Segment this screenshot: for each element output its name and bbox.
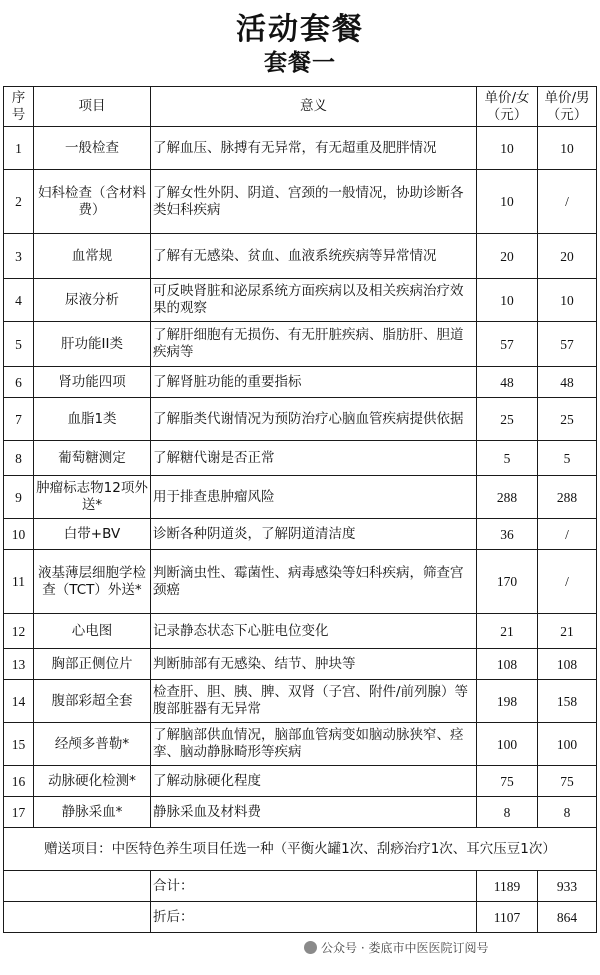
row-no: 1: [4, 127, 34, 170]
table-header-row: [4, 87, 597, 127]
row-no: 9: [4, 476, 34, 519]
row-price-male: 10: [538, 279, 597, 322]
row-no: 2: [4, 170, 34, 234]
wechat-icon: [304, 941, 317, 954]
discount-row: [4, 902, 597, 933]
row-price-male: 100: [538, 723, 597, 766]
row-price-male: 10: [538, 127, 597, 170]
row-no: 13: [4, 649, 34, 680]
table-row: [4, 234, 597, 279]
gift-row: [4, 828, 597, 871]
row-price-female: 100: [477, 723, 538, 766]
table-row: [4, 170, 597, 234]
total-label: 合计：: [151, 871, 477, 902]
row-price-male: 158: [538, 680, 597, 723]
row-meaning: 检查肝、胆、胰、脾、双肾（子宫、附件/前列腺）等腹部脏器有无异常: [151, 680, 477, 723]
row-item: 葡萄糖测定: [34, 441, 151, 476]
row-meaning: 诊断各种阴道炎，了解阴道清洁度: [151, 519, 477, 550]
header-meaning: 意义: [151, 87, 477, 127]
row-price-male: 57: [538, 322, 597, 367]
row-meaning: 了解动脉硬化程度: [151, 766, 477, 797]
row-item: 静脉采血*: [34, 797, 151, 828]
row-price-female: 288: [477, 476, 538, 519]
header-price-male: 单价/男（元）: [538, 87, 597, 127]
gift-note: 赠送项目：中医特色养生项目任选一种（平衡火罐1次、刮痧治疗1次、耳穴压豆1次）: [4, 828, 597, 871]
row-item: 血脂1类: [34, 398, 151, 441]
watermark: [300, 938, 492, 957]
row-meaning: 静脉采血及材料费: [151, 797, 477, 828]
row-item: 肝功能II类: [34, 322, 151, 367]
table-row: [4, 398, 597, 441]
row-no: 11: [4, 550, 34, 614]
table-row: [4, 441, 597, 476]
row-item: 腹部彩超全套: [34, 680, 151, 723]
total-blank: [4, 871, 151, 902]
row-meaning: 判断滴虫性、霉菌性、病毒感染等妇科疾病，筛查宫颈癌: [151, 550, 477, 614]
table-row: [4, 279, 597, 322]
row-price-female: 21: [477, 614, 538, 649]
table-row: [4, 797, 597, 828]
table-row: [4, 680, 597, 723]
row-price-female: 10: [477, 279, 538, 322]
row-price-female: 25: [477, 398, 538, 441]
row-item: 一般检查: [34, 127, 151, 170]
row-price-male: 75: [538, 766, 597, 797]
table-row: [4, 127, 597, 170]
table-row: [4, 723, 597, 766]
row-price-female: 75: [477, 766, 538, 797]
row-item: 白带+BV: [34, 519, 151, 550]
row-price-female: 36: [477, 519, 538, 550]
row-no: 16: [4, 766, 34, 797]
header-item: 项目: [34, 87, 151, 127]
total-row: [4, 871, 597, 902]
table-row: [4, 649, 597, 680]
row-no: 7: [4, 398, 34, 441]
row-price-male: 288: [538, 476, 597, 519]
package-table: [3, 86, 597, 933]
row-item: 肾功能四项: [34, 367, 151, 398]
row-no: 17: [4, 797, 34, 828]
row-no: 5: [4, 322, 34, 367]
row-item: 妇科检查（含材料费）: [34, 170, 151, 234]
row-price-female: 57: [477, 322, 538, 367]
row-no: 8: [4, 441, 34, 476]
table-row: [4, 614, 597, 649]
table-row: [4, 322, 597, 367]
header-no: 序号: [4, 87, 34, 127]
row-item: 肿瘤标志物12项外送*: [34, 476, 151, 519]
row-price-male: /: [538, 170, 597, 234]
total-female: 1189: [477, 871, 538, 902]
row-no: 15: [4, 723, 34, 766]
row-item: 动脉硬化检测*: [34, 766, 151, 797]
row-meaning: 用于排查患肿瘤风险: [151, 476, 477, 519]
row-price-female: 8: [477, 797, 538, 828]
table-row: [4, 550, 597, 614]
row-meaning: 可反映肾脏和泌尿系统方面疾病以及相关疾病治疗效果的观察: [151, 279, 477, 322]
row-no: 10: [4, 519, 34, 550]
row-price-female: 108: [477, 649, 538, 680]
discount-label: 折后：: [151, 902, 477, 933]
row-price-male: 5: [538, 441, 597, 476]
row-item: 液基薄层细胞学检查（TCT）外送*: [34, 550, 151, 614]
page-title: 活动套餐: [236, 12, 364, 47]
row-price-female: 10: [477, 127, 538, 170]
page-subtitle: 套餐一: [264, 50, 336, 76]
row-no: 6: [4, 367, 34, 398]
row-price-female: 20: [477, 234, 538, 279]
row-item: 尿液分析: [34, 279, 151, 322]
table-body: [4, 127, 597, 828]
row-meaning: 了解脂类代谢情况为预防治疗心脑血管疾病提供依据: [151, 398, 477, 441]
row-meaning: 了解肾脏功能的重要指标: [151, 367, 477, 398]
row-meaning: 了解肝细胞有无损伤、有无肝脏疾病、脂肪肝、胆道疾病等: [151, 322, 477, 367]
row-price-male: 21: [538, 614, 597, 649]
row-price-male: 108: [538, 649, 597, 680]
row-price-female: 198: [477, 680, 538, 723]
row-price-male: 20: [538, 234, 597, 279]
row-meaning: 判断肺部有无感染、结节、肿块等: [151, 649, 477, 680]
row-price-male: 48: [538, 367, 597, 398]
row-no: 4: [4, 279, 34, 322]
header-price-female: 单价/女（元）: [477, 87, 538, 127]
row-item: 心电图: [34, 614, 151, 649]
row-price-female: 48: [477, 367, 538, 398]
row-item: 胸部正侧位片: [34, 649, 151, 680]
table-row: [4, 766, 597, 797]
row-meaning: 记录静态状态下心脏电位变化: [151, 614, 477, 649]
discount-female: 1107: [477, 902, 538, 933]
row-price-male: /: [538, 550, 597, 614]
row-price-male: 8: [538, 797, 597, 828]
row-price-female: 5: [477, 441, 538, 476]
row-price-male: /: [538, 519, 597, 550]
row-price-female: 170: [477, 550, 538, 614]
row-meaning: 了解女性外阴、阴道、宫颈的一般情况，协助诊断各类妇科疾病: [151, 170, 477, 234]
watermark-text: 公众号 · 娄底市中医医院订阅号: [321, 941, 489, 955]
row-no: 12: [4, 614, 34, 649]
row-no: 14: [4, 680, 34, 723]
discount-blank: [4, 902, 151, 933]
row-no: 3: [4, 234, 34, 279]
row-item: 血常规: [34, 234, 151, 279]
row-meaning: 了解有无感染、贫血、血液系统疾病等异常情况: [151, 234, 477, 279]
table-row: [4, 519, 597, 550]
row-meaning: 了解血压、脉搏有无异常，有无超重及肥胖情况: [151, 127, 477, 170]
total-male: 933: [538, 871, 597, 902]
row-price-male: 25: [538, 398, 597, 441]
table-row: [4, 476, 597, 519]
table-row: [4, 367, 597, 398]
discount-male: 864: [538, 902, 597, 933]
row-meaning: 了解糖代谢是否正常: [151, 441, 477, 476]
row-price-female: 10: [477, 170, 538, 234]
row-item: 经颅多普勒*: [34, 723, 151, 766]
row-meaning: 了解脑部供血情况，脑部血管病变如脑动脉狭窄、痉挛、脑动静脉畸形等疾病: [151, 723, 477, 766]
